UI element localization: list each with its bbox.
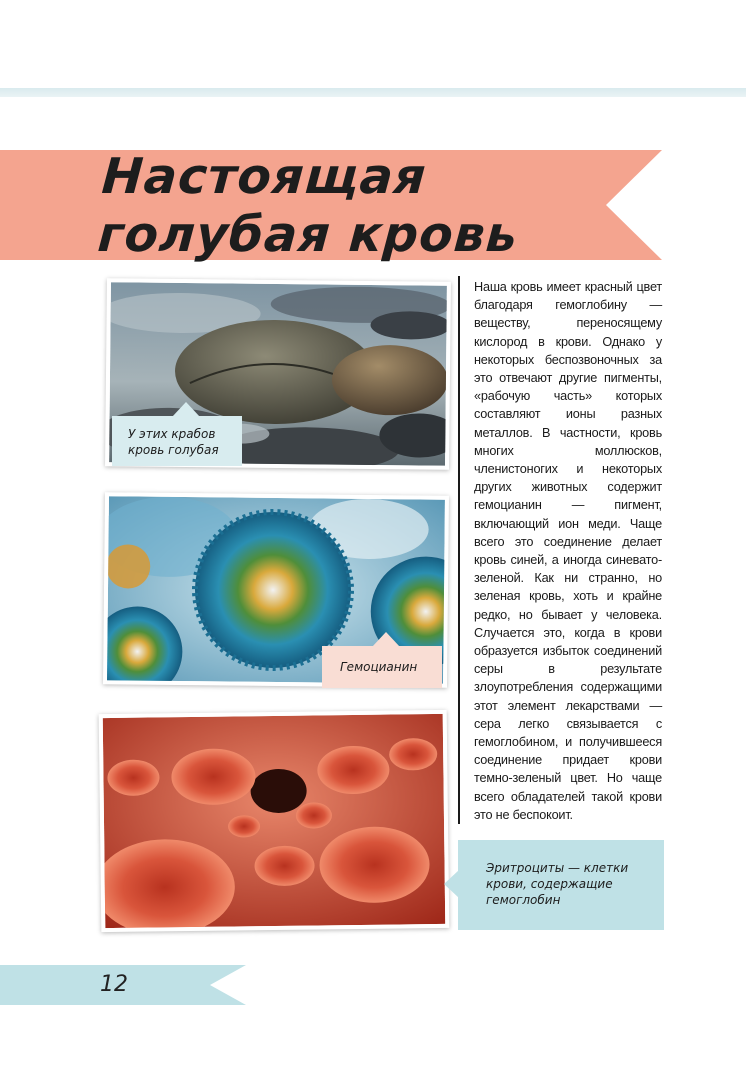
page-title-line-1: Настоящая (100, 148, 429, 205)
caption-pointer (372, 632, 400, 647)
hemocyanin-caption (322, 646, 442, 688)
page-title (96, 148, 624, 264)
erythrocytes-caption-text: Эритроциты — клетки крови, содержащие гемоглобин (486, 861, 629, 907)
caption-pointer (172, 402, 200, 417)
crab-caption-text: У этих крабов кровь голубая (128, 427, 219, 457)
page-title-line-2: голубая кровь (96, 206, 520, 263)
crab-caption (112, 416, 242, 466)
erythrocytes-caption (458, 840, 664, 930)
hemocyanin-caption-text: Гемоцианин (340, 660, 418, 674)
top-decorative-rule (0, 88, 746, 97)
caption-pointer (444, 870, 459, 898)
page-number: 12 (100, 972, 128, 997)
erythrocytes-photo (99, 710, 450, 932)
erythrocytes-image (103, 714, 446, 928)
article-body: Наша кровь имеет красный цвет благодаря гемоглобину — веществу, переносящему кислород в крови. Однако у некоторых беспозвоночных за это отвечают другие пигменты, «рабочую часть» которых составляют ионы разных металлов. В частности, кровь многих моллюсков, членистоногих и некоторых других животных содержит гемоцианин — пигмент, включающий ион меди. Чаще всего это соединение делает кровь синей, а иногда синевато-зеленой. Как ни странно, но зеленая кровь, хоть и крайне редко, но бывает у человека. Случается это, когда в крови образуется избыток соединений серы в результате злоупотребления содержащими этот элемент лекарствами — сера легко связывается с гемоглобином, и получившееся соединение придает крови темно-зеленый цвет. Но чаще всего обладателей такой крови это не беспокоит. (474, 280, 662, 822)
column-divider (458, 276, 460, 824)
